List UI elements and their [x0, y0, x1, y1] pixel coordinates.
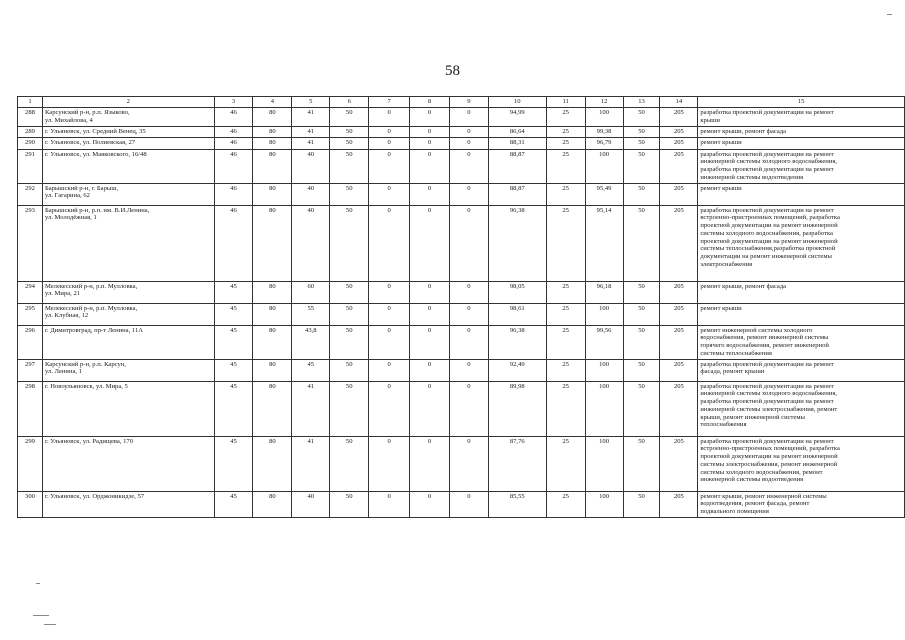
- value-cell: 99,56: [585, 325, 623, 359]
- value-cell: 80: [253, 137, 292, 149]
- value-cell: 96,38: [488, 325, 546, 359]
- work-line: ремонт крыши, ремонт фасада: [700, 127, 787, 135]
- value-cell: 41: [292, 381, 330, 436]
- value-cell: 95,14: [585, 205, 623, 281]
- table-row: [18, 381, 905, 436]
- value-cell: 25: [546, 281, 585, 303]
- value-cell: 50: [623, 108, 660, 127]
- value-cell: 50: [623, 325, 660, 359]
- column-header: 1: [18, 97, 43, 108]
- work-line: проектной документации на ремонт инженерной: [700, 453, 838, 461]
- row-number: 293: [18, 205, 43, 281]
- row-number: 294: [18, 281, 43, 303]
- value-cell: 100: [585, 381, 623, 436]
- work-line: разработка проектной документации на ремонт: [700, 206, 834, 214]
- value-cell: 0: [449, 436, 488, 491]
- row-number: 300: [18, 491, 43, 517]
- address-line: г. Димитровград, пр-т Ленина, 11А: [44, 326, 144, 334]
- value-cell: 0: [449, 137, 488, 149]
- row-number: 291: [18, 149, 43, 183]
- value-cell: 50: [330, 281, 369, 303]
- table-row: [18, 281, 905, 303]
- value-cell: 98,61: [488, 303, 546, 325]
- column-number-row: [18, 97, 905, 108]
- column-header: 5: [292, 97, 330, 108]
- value-cell: 25: [546, 359, 585, 381]
- value-cell: 99,38: [585, 126, 623, 137]
- value-cell: 86,64: [488, 126, 546, 137]
- column-header: 9: [449, 97, 488, 108]
- value-cell: 96,18: [585, 281, 623, 303]
- value-cell: 0: [369, 183, 410, 205]
- value-cell: 0: [449, 205, 488, 281]
- value-cell: 89,98: [488, 381, 546, 436]
- value-cell: 80: [253, 149, 292, 183]
- value-cell: 50: [330, 491, 369, 517]
- value-cell: 0: [449, 381, 488, 436]
- address-cell: [42, 281, 214, 303]
- address-cell: [42, 436, 214, 491]
- value-cell: 46: [214, 205, 253, 281]
- value-cell: 50: [330, 359, 369, 381]
- row-number: 297: [18, 359, 43, 381]
- value-cell: 60: [292, 281, 330, 303]
- work-line: подвального помещения: [700, 508, 769, 516]
- work-line: водоснабжения, ремонт инженерной системы: [700, 334, 829, 342]
- address-cell: [42, 205, 214, 281]
- value-cell: 88,87: [488, 149, 546, 183]
- work-line: разработка проектной документации на ремонт: [700, 398, 834, 406]
- value-cell: 0: [369, 108, 410, 127]
- value-cell: 0: [449, 491, 488, 517]
- value-cell: 45: [214, 436, 253, 491]
- value-cell: 50: [623, 436, 660, 491]
- value-cell: 80: [253, 281, 292, 303]
- work-line: ремонт крыши: [700, 304, 742, 312]
- value-cell: 41: [292, 108, 330, 127]
- value-cell: 80: [253, 183, 292, 205]
- table-row: [18, 359, 905, 381]
- work-description-cell: [698, 149, 905, 183]
- value-cell: 41: [292, 137, 330, 149]
- work-line: разработка проектной документации на ремонт: [700, 360, 834, 368]
- value-cell: 0: [449, 359, 488, 381]
- work-line: системы электроснабжения, ремонт инженерной: [700, 460, 838, 468]
- value-cell: 45: [214, 303, 253, 325]
- value-cell: 55: [292, 303, 330, 325]
- work-line: проектной документации на ремонт инженерной: [700, 237, 838, 245]
- value-cell: 50: [330, 137, 369, 149]
- address-line: г. Ульяновск, ул. Радищева, 170: [44, 437, 134, 445]
- value-cell: 50: [623, 303, 660, 325]
- value-cell: 0: [410, 381, 450, 436]
- value-cell: 100: [585, 149, 623, 183]
- value-cell: 0: [449, 149, 488, 183]
- value-cell: 50: [330, 303, 369, 325]
- value-cell: 0: [449, 281, 488, 303]
- work-line: встроенно-пристроенных помещений, разработка: [700, 445, 840, 453]
- work-line: крыши, ремонт инженерной системы: [700, 413, 805, 421]
- value-cell: 0: [410, 137, 450, 149]
- value-cell: 100: [585, 108, 623, 127]
- value-cell: 0: [449, 183, 488, 205]
- value-cell: 0: [369, 281, 410, 303]
- address-line: ул. Мира, 21: [44, 290, 81, 298]
- value-cell: 0: [410, 325, 450, 359]
- value-cell: 0: [410, 303, 450, 325]
- value-cell: 50: [623, 183, 660, 205]
- table-row: [18, 149, 905, 183]
- column-header: 8: [410, 97, 450, 108]
- address-cell: [42, 325, 214, 359]
- row-number: 289: [18, 126, 43, 137]
- work-line: системы теплоснабжения: [700, 349, 772, 357]
- value-cell: 25: [546, 108, 585, 127]
- column-header: 7: [369, 97, 410, 108]
- table-row: [18, 183, 905, 205]
- address-line: Мелекесский р-н, р.п. Мулловка,: [44, 282, 138, 290]
- work-line: ремонт инженерной системы холодного: [700, 326, 813, 334]
- value-cell: 100: [585, 436, 623, 491]
- address-line: ул. Гагарина, 62: [44, 192, 90, 200]
- address-line: ул. Клубная, 12: [44, 312, 89, 320]
- value-cell: 80: [253, 303, 292, 325]
- work-line: инженерной системы холодного водоснабжения,: [700, 158, 838, 166]
- value-cell: 80: [253, 491, 292, 517]
- value-cell: 25: [546, 149, 585, 183]
- work-line: разработка проектной документации на ремонт: [700, 382, 834, 390]
- scan-speck: [36, 583, 40, 584]
- work-line: ремонт крыши: [700, 184, 742, 192]
- value-cell: 0: [410, 281, 450, 303]
- work-description-cell: [698, 126, 905, 137]
- address-cell: [42, 149, 214, 183]
- work-line: инженерной системы водоотведения: [700, 476, 804, 484]
- work-line: встроенно-пристроенных помещений, разработка: [700, 214, 840, 222]
- value-cell: 50: [623, 491, 660, 517]
- value-cell: 0: [410, 108, 450, 127]
- table-row: [18, 126, 905, 137]
- work-line: крыши: [700, 116, 720, 124]
- value-cell: 80: [253, 108, 292, 127]
- value-cell: 0: [369, 359, 410, 381]
- value-cell: 80: [253, 205, 292, 281]
- value-cell: 25: [546, 126, 585, 137]
- work-line: разработка проектной документации на ремонт: [700, 437, 834, 445]
- table-row: [18, 436, 905, 491]
- value-cell: 50: [623, 126, 660, 137]
- work-line: разработка проектной документации на ремонт: [700, 109, 834, 116]
- value-cell: 50: [623, 137, 660, 149]
- value-cell: 0: [410, 183, 450, 205]
- value-cell: 80: [253, 126, 292, 137]
- work-description-cell: [698, 303, 905, 325]
- address-line: г. Ульяновск, ул. Орджоникидзе, 57: [44, 492, 145, 500]
- value-cell: 50: [623, 149, 660, 183]
- value-cell: 100: [585, 359, 623, 381]
- value-cell: 205: [660, 281, 698, 303]
- value-cell: 92,49: [488, 359, 546, 381]
- work-line: фасада, ремонт крыши: [700, 368, 765, 376]
- value-cell: 205: [660, 491, 698, 517]
- column-header: 3: [214, 97, 253, 108]
- address-line: Мелекесский р-н, р.п. Мулловка,: [44, 304, 138, 312]
- column-header: 2: [42, 97, 214, 108]
- value-cell: 40: [292, 183, 330, 205]
- value-cell: 46: [214, 183, 253, 205]
- value-cell: 205: [660, 126, 698, 137]
- address-cell: [42, 126, 214, 137]
- value-cell: 40: [292, 149, 330, 183]
- column-header: 12: [585, 97, 623, 108]
- value-cell: 205: [660, 205, 698, 281]
- value-cell: 50: [330, 436, 369, 491]
- table-row: [18, 108, 905, 127]
- work-line: системы холодного водоснабжения, ремонт: [700, 468, 823, 476]
- work-line: ремонт крыши, ремонт фасада: [700, 282, 787, 290]
- value-cell: 50: [330, 108, 369, 127]
- value-cell: 87,76: [488, 436, 546, 491]
- value-cell: 88,31: [488, 137, 546, 149]
- value-cell: 94,99: [488, 108, 546, 127]
- value-cell: 25: [546, 325, 585, 359]
- value-cell: 25: [546, 381, 585, 436]
- value-cell: 25: [546, 491, 585, 517]
- value-cell: 80: [253, 436, 292, 491]
- column-header: 4: [253, 97, 292, 108]
- value-cell: 50: [330, 381, 369, 436]
- row-number: 290: [18, 137, 43, 149]
- address-line: Барышский р-н, г. Барыш,: [44, 184, 119, 192]
- work-line: разработка проектной документации на ремонт: [700, 166, 834, 174]
- work-description-cell: [698, 108, 905, 127]
- value-cell: 205: [660, 108, 698, 127]
- value-cell: 205: [660, 325, 698, 359]
- work-line: ремонт крыши, ремонт инженерной системы: [700, 492, 827, 500]
- work-line: электроснабжения: [700, 260, 753, 268]
- address-cell: [42, 381, 214, 436]
- value-cell: 0: [410, 436, 450, 491]
- address-line: Карсунский р-н, р.п. Карсун,: [44, 360, 126, 368]
- value-cell: 50: [330, 149, 369, 183]
- work-description-cell: [698, 491, 905, 517]
- address-line: г. Ульяновск, ул. Полиевская, 27: [44, 138, 136, 146]
- value-cell: 80: [253, 381, 292, 436]
- column-header: 6: [330, 97, 369, 108]
- value-cell: 50: [330, 126, 369, 137]
- work-description-cell: [698, 205, 905, 281]
- work-line: водоотведения, ремонт фасада, ремонт: [700, 500, 810, 508]
- work-line: теплоснабжения: [700, 421, 747, 429]
- scan-speck: [33, 615, 49, 616]
- value-cell: 205: [660, 303, 698, 325]
- work-line: проектной документации на ремонт инженерной: [700, 222, 838, 230]
- value-cell: 95,49: [585, 183, 623, 205]
- value-cell: 205: [660, 149, 698, 183]
- value-cell: 0: [410, 205, 450, 281]
- address-cell: [42, 183, 214, 205]
- work-description-cell: [698, 436, 905, 491]
- value-cell: 96,79: [585, 137, 623, 149]
- value-cell: 45: [214, 491, 253, 517]
- value-cell: 205: [660, 436, 698, 491]
- address-cell: [42, 108, 214, 127]
- value-cell: 0: [369, 126, 410, 137]
- value-cell: 0: [369, 303, 410, 325]
- value-cell: 0: [369, 436, 410, 491]
- address-cell: [42, 137, 214, 149]
- address-line: ул. Молодёжная, 1: [44, 214, 97, 222]
- value-cell: 41: [292, 126, 330, 137]
- column-header: 15: [698, 97, 905, 108]
- table-row: [18, 205, 905, 281]
- address-cell: [42, 303, 214, 325]
- page-number: 58: [445, 63, 460, 79]
- value-cell: 205: [660, 137, 698, 149]
- value-cell: 25: [546, 183, 585, 205]
- value-cell: 0: [369, 205, 410, 281]
- address-line: ул. Михайлова, 4: [44, 116, 93, 124]
- value-cell: 96,38: [488, 205, 546, 281]
- value-cell: 0: [369, 149, 410, 183]
- value-cell: 0: [369, 491, 410, 517]
- work-line: инженерной системы холодного водоснабжения,: [700, 390, 838, 398]
- value-cell: 80: [253, 359, 292, 381]
- value-cell: 40: [292, 205, 330, 281]
- value-cell: 0: [410, 149, 450, 183]
- column-header: 14: [660, 97, 698, 108]
- work-description-cell: [698, 281, 905, 303]
- value-cell: 25: [546, 137, 585, 149]
- table-row: [18, 303, 905, 325]
- value-cell: 46: [214, 149, 253, 183]
- value-cell: 45: [214, 281, 253, 303]
- value-cell: 88,87: [488, 183, 546, 205]
- value-cell: 0: [449, 303, 488, 325]
- address-line: ул. Ленина, 1: [44, 368, 83, 376]
- work-line: документации на ремонт инженерной системы: [700, 253, 832, 261]
- address-line: г. Ульяновск, ул. Средний Венец, 35: [44, 127, 146, 135]
- value-cell: 46: [214, 108, 253, 127]
- value-cell: 205: [660, 183, 698, 205]
- value-cell: 40: [292, 491, 330, 517]
- address-cell: [42, 359, 214, 381]
- column-header: 11: [546, 97, 585, 108]
- value-cell: 45: [214, 325, 253, 359]
- value-cell: 25: [546, 303, 585, 325]
- value-cell: 0: [449, 325, 488, 359]
- table-row: [18, 137, 905, 149]
- value-cell: 0: [369, 137, 410, 149]
- value-cell: 0: [369, 381, 410, 436]
- value-cell: 205: [660, 359, 698, 381]
- value-cell: 85,55: [488, 491, 546, 517]
- address-line: г. Ульяновск, ул. Маяковского, 16/48: [44, 150, 147, 158]
- row-number: 296: [18, 325, 43, 359]
- table-row: [18, 491, 905, 517]
- work-description-cell: [698, 359, 905, 381]
- address-line: г. Новоульяновск, ул. Мира, 5: [44, 382, 128, 390]
- value-cell: 0: [410, 359, 450, 381]
- scan-speck: [44, 624, 56, 625]
- work-line: системы теплоснабжения,разработка проектной: [700, 245, 836, 253]
- row-number: 292: [18, 183, 43, 205]
- value-cell: 50: [623, 281, 660, 303]
- column-header: 10: [488, 97, 546, 108]
- work-line: разработка проектной документации на ремонт: [700, 150, 834, 158]
- value-cell: 50: [330, 183, 369, 205]
- value-cell: 100: [585, 303, 623, 325]
- value-cell: 43,8: [292, 325, 330, 359]
- work-description-cell: [698, 137, 905, 149]
- value-cell: 46: [214, 126, 253, 137]
- value-cell: 0: [449, 126, 488, 137]
- value-cell: 50: [623, 359, 660, 381]
- work-line: инженерной системы электроснабжения, ремонт: [700, 405, 838, 413]
- address-line: Барышский р-н, р.п. им. В.И.Ленина,: [44, 206, 150, 214]
- row-number: 299: [18, 436, 43, 491]
- column-header: 13: [623, 97, 660, 108]
- value-cell: 0: [410, 126, 450, 137]
- work-line: ремонт крыши: [700, 138, 742, 146]
- program-table: [17, 96, 905, 518]
- value-cell: 0: [369, 325, 410, 359]
- value-cell: 45: [214, 381, 253, 436]
- value-cell: 45: [214, 359, 253, 381]
- value-cell: 50: [623, 205, 660, 281]
- value-cell: 0: [449, 108, 488, 127]
- value-cell: 50: [330, 205, 369, 281]
- value-cell: 45: [292, 359, 330, 381]
- address-line: Карсунский р-н, р.п. Языково,: [44, 109, 130, 116]
- work-line: инженерной системы водоотведения: [700, 173, 804, 181]
- work-line: системы холодного водоснабжения, разработка: [700, 229, 833, 237]
- value-cell: 205: [660, 381, 698, 436]
- work-description-cell: [698, 381, 905, 436]
- value-cell: 41: [292, 436, 330, 491]
- value-cell: 46: [214, 137, 253, 149]
- work-description-cell: [698, 183, 905, 205]
- row-number: 295: [18, 303, 43, 325]
- value-cell: 98,05: [488, 281, 546, 303]
- scan-speck: [887, 14, 892, 15]
- value-cell: 100: [585, 491, 623, 517]
- row-number: 288: [18, 108, 43, 127]
- value-cell: 25: [546, 436, 585, 491]
- work-line: горячего водоснабжения, ремонт инженерной: [700, 342, 829, 350]
- value-cell: 80: [253, 325, 292, 359]
- table-row: [18, 325, 905, 359]
- work-description-cell: [698, 325, 905, 359]
- value-cell: 25: [546, 205, 585, 281]
- value-cell: 50: [623, 381, 660, 436]
- row-number: 298: [18, 381, 43, 436]
- value-cell: 0: [410, 491, 450, 517]
- address-cell: [42, 491, 214, 517]
- value-cell: 50: [330, 325, 369, 359]
